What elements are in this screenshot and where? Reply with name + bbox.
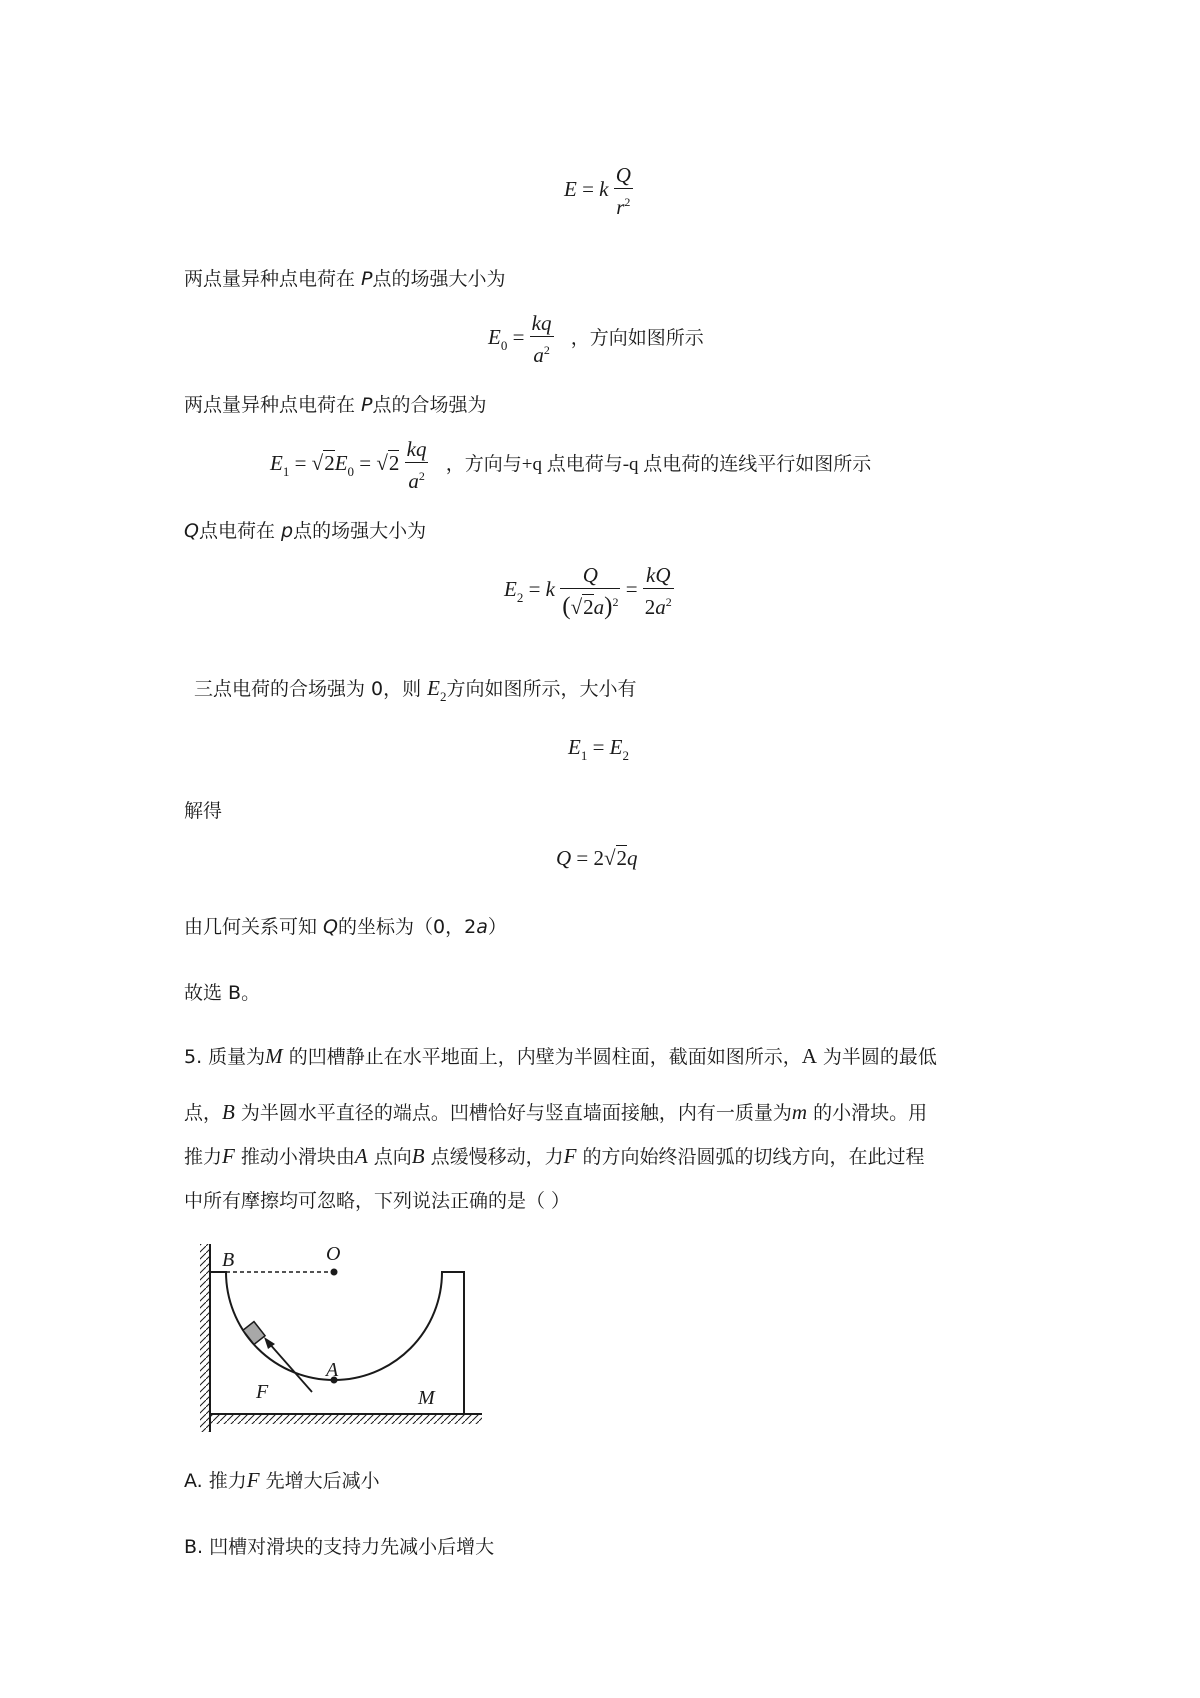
formula-exponent: 2 — [612, 595, 619, 609]
formula-var: E — [270, 450, 283, 475]
text-var: P — [361, 268, 373, 290]
option-b[interactable] — [184, 1532, 494, 1559]
fraction-numerator: Q — [615, 163, 631, 187]
label-b: B — [222, 1249, 235, 1271]
formula-fraction — [643, 562, 674, 620]
formula-result — [556, 846, 638, 871]
label-m: M — [418, 1387, 435, 1409]
formula-var: r — [616, 195, 625, 219]
formula-exponent: 2 — [624, 195, 631, 209]
formula-equal — [568, 735, 629, 764]
formula-var: E — [609, 735, 623, 759]
paren-close: ) — [604, 593, 613, 620]
option-a[interactable] — [184, 1466, 380, 1493]
text-var: a — [476, 916, 488, 938]
text: 为半圆的最低 — [816, 1046, 937, 1068]
formula-e0 — [488, 310, 704, 368]
formula-e2 — [504, 562, 674, 620]
text: 方向如图所示，大小有 — [446, 678, 637, 700]
formula-var: E — [568, 735, 581, 759]
formula-subscript: 2 — [516, 589, 524, 605]
text-var: Q — [323, 916, 339, 938]
text: 为半圆水平直径的端点。凹槽恰好与竖直墙面接触，内有一质量为 — [234, 1102, 792, 1124]
option-letter: A. — [184, 1470, 203, 1492]
formula-subscript: 0 — [347, 463, 355, 479]
formula-subscript: 1 — [282, 463, 290, 479]
text: 点向 — [367, 1146, 412, 1168]
paren-open: ( — [562, 593, 571, 620]
fraction-denominator — [614, 189, 633, 220]
formula-var: k — [545, 576, 555, 601]
sqrt-symbol: √ — [604, 846, 616, 870]
sqrt-argument: 2 — [388, 450, 400, 475]
fraction-denominator — [560, 589, 620, 620]
fraction-numerator: kq — [406, 437, 427, 461]
formula-var: E — [564, 176, 577, 201]
text: 5. 质量为 — [184, 1046, 266, 1068]
formula-op: = — [592, 735, 605, 759]
formula-var: Q — [556, 846, 572, 870]
formula-var: a — [593, 595, 605, 619]
text-var: B — [222, 1100, 235, 1124]
paragraph-line — [184, 516, 426, 543]
formula-subscript: 1 — [580, 748, 588, 763]
text-var: M — [265, 1044, 283, 1068]
text: 点的合场强为 — [372, 394, 487, 416]
text-var: E — [427, 676, 440, 700]
text: 的凹槽静止在水平地面上，内壁为半圆柱面，截面如图所示， — [282, 1046, 802, 1068]
text-var: F — [222, 1144, 235, 1168]
formula-coef: 2 — [593, 846, 605, 870]
text: 点的场强大小为 — [372, 268, 506, 290]
formula-op: = — [576, 846, 589, 870]
formula-exponent: 2 — [543, 343, 550, 357]
question-line: 中所有摩擦均可忽略，下列说法正确的是（ ） — [184, 1190, 571, 1212]
formula-fraction — [614, 162, 633, 220]
formula-var: E — [334, 450, 348, 475]
paragraph-line — [184, 264, 506, 291]
text-subscript: 2 — [440, 689, 447, 704]
text: 点缓慢移动，力 — [424, 1146, 564, 1168]
formula-subscript: 0 — [500, 337, 508, 353]
formula-op: = — [359, 450, 372, 475]
text: 的坐标为（0，2 — [338, 916, 477, 938]
slider-block — [243, 1322, 265, 1345]
formula-op: = — [625, 576, 638, 601]
label-a: A — [326, 1359, 339, 1381]
paragraph-line — [184, 390, 487, 417]
sqrt-argument: 2 — [583, 595, 594, 619]
text: 由几何关系可知 — [184, 916, 324, 938]
fraction-numerator: kQ — [643, 562, 674, 589]
question-line — [184, 1098, 927, 1125]
force-arrow — [268, 1342, 312, 1392]
text-var: B — [411, 1144, 425, 1168]
text: ） — [487, 916, 507, 938]
formula-var: a — [655, 595, 666, 619]
text: 两点量异种点电荷在 — [184, 268, 362, 290]
formula-var: k — [599, 176, 609, 201]
formula-coulomb-field — [564, 162, 633, 220]
formula-e1 — [270, 436, 871, 494]
option-var: F — [246, 1468, 260, 1492]
question-line — [184, 1142, 925, 1169]
question-line — [184, 1042, 937, 1069]
formula-fraction — [560, 562, 620, 620]
text-var: p — [281, 520, 294, 542]
text: 三点电荷的合场强为 0，则 — [194, 678, 428, 700]
sqrt-symbol: √ — [311, 450, 324, 475]
fraction-denominator — [405, 463, 429, 494]
formula-var: q — [627, 846, 638, 870]
formula-exponent: 2 — [665, 595, 672, 609]
text-var: F — [563, 1144, 577, 1168]
formula-note: ，方向与+q 点电荷与-q 点电荷的连线平行如图所示 — [445, 453, 872, 475]
fraction-denominator — [643, 589, 674, 620]
option-letter: B. — [184, 1536, 204, 1558]
formula-op: = — [294, 450, 307, 475]
text: 的方向始终沿圆弧的切线方向，在此过程 — [576, 1146, 925, 1168]
formula-subscript: 2 — [622, 748, 629, 763]
center-point-o — [331, 1269, 338, 1276]
text: 点电荷在 — [198, 520, 282, 542]
option-text: 推力 — [202, 1470, 247, 1492]
formula-fraction — [405, 436, 429, 494]
formula-op: = — [582, 176, 594, 201]
text: 推动小滑块由 — [234, 1146, 355, 1168]
fraction-numerator: Q — [560, 562, 620, 589]
sqrt-argument: 2 — [324, 450, 335, 475]
paragraph-line — [184, 912, 507, 939]
formula-coef: 2 — [644, 595, 656, 619]
option-text: 先增大后减小 — [259, 1470, 380, 1492]
paragraph-line — [194, 674, 637, 705]
text: 推力 — [184, 1146, 223, 1168]
paragraph-line: 解得 — [184, 800, 223, 822]
sqrt-argument: 2 — [616, 846, 628, 870]
formula-var: E — [504, 576, 517, 601]
fraction-denominator — [530, 337, 554, 368]
text-var: A — [801, 1044, 817, 1068]
formula-var: a — [533, 343, 544, 367]
text: 两点量异种点电荷在 — [184, 394, 362, 416]
sqrt-symbol: √ — [376, 450, 388, 475]
ground-hatch — [210, 1414, 482, 1424]
formula-exponent: 2 — [418, 469, 425, 483]
sqrt-symbol: √ — [570, 595, 583, 619]
formula-var: E — [488, 324, 501, 349]
groove-figure — [192, 1232, 492, 1432]
formula-var: a — [408, 469, 419, 493]
option-text: 凹槽对滑块的支持力先减小后增大 — [203, 1536, 495, 1558]
paragraph-line: 故选 B。 — [184, 982, 261, 1004]
label-o: O — [326, 1243, 341, 1265]
text: 点的场强大小为 — [293, 520, 427, 542]
fraction-numerator: kq — [531, 311, 552, 335]
formula-fraction — [530, 310, 554, 368]
text-var: Q — [184, 520, 199, 542]
text-var: A — [354, 1144, 368, 1168]
wall-hatch — [200, 1244, 210, 1432]
formula-note: ，方向如图所示 — [570, 327, 704, 349]
label-f: F — [256, 1381, 269, 1403]
text: 点， — [184, 1102, 223, 1124]
text-var: m — [791, 1100, 808, 1124]
formula-op: = — [512, 324, 525, 349]
text-var: P — [361, 394, 373, 416]
text: 的小滑块。用 — [807, 1102, 928, 1124]
formula-op: = — [528, 576, 541, 601]
